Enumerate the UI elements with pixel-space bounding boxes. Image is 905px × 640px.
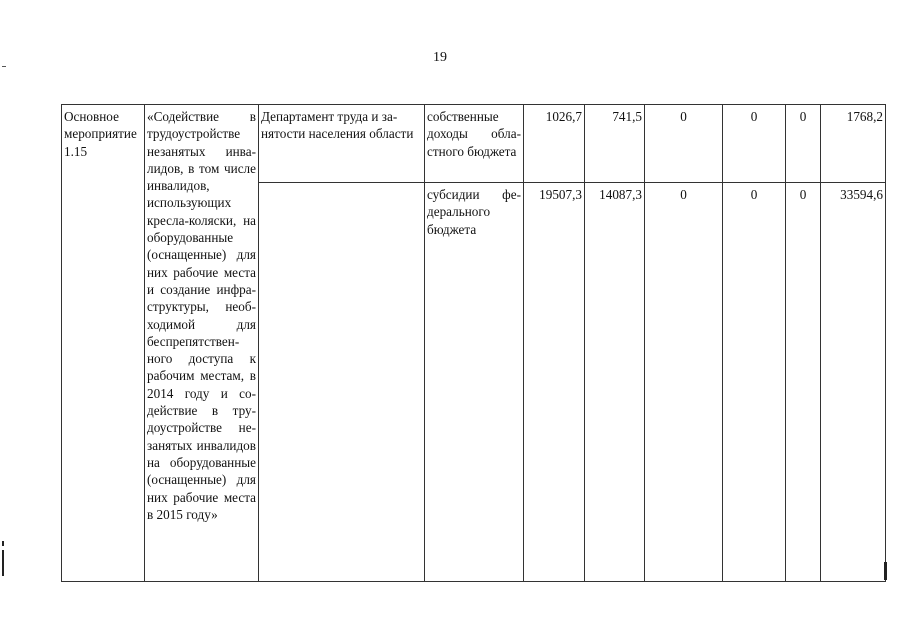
total-cell: 1768,2 (821, 105, 886, 183)
value-cell: 0 (645, 105, 723, 183)
value-cell: 0 (786, 105, 821, 183)
value-cell: 1026,7 (524, 105, 585, 183)
scan-mark (2, 541, 4, 546)
funding-source-cell: субсидии федерального бюджета (425, 183, 524, 582)
value-cell: 741,5 (585, 105, 645, 183)
value-cell: 0 (786, 183, 821, 582)
item-cell: Основное мероприятие 1.15 (62, 105, 145, 582)
executor-cell (259, 183, 425, 582)
budget-table (61, 104, 886, 582)
value-cell: 0 (645, 183, 723, 582)
value-cell: 0 (723, 183, 786, 582)
total-cell: 33594,6 (821, 183, 886, 582)
funding-source-cell: собственные доходы областного бюджета (425, 105, 524, 183)
value-cell: 19507,3 (524, 183, 585, 582)
page-number: 19 (433, 50, 447, 65)
description-cell: «Содействие в трудоустройстве незанятых инвалидов, в том числе инвалидов, использующих кресла-коляски, на оборудованные (оснащенные) для них рабочие места и создание инфраструктуры, необходимой для беспрепятственного доступа к рабочим местам, в 2014 году и содействие в трудоустройстве незанятых инвалидов на оборудованные (оснащенные) для них рабочие места в 2015 году» (145, 105, 259, 582)
table-row (62, 105, 886, 183)
scan-mark (2, 550, 4, 576)
value-cell: 0 (723, 105, 786, 183)
scan-mark (884, 562, 887, 580)
value-cell: 14087,3 (585, 183, 645, 582)
executor-cell: Департамент труда и занятости населения области (259, 105, 425, 183)
scan-mark (2, 66, 6, 67)
